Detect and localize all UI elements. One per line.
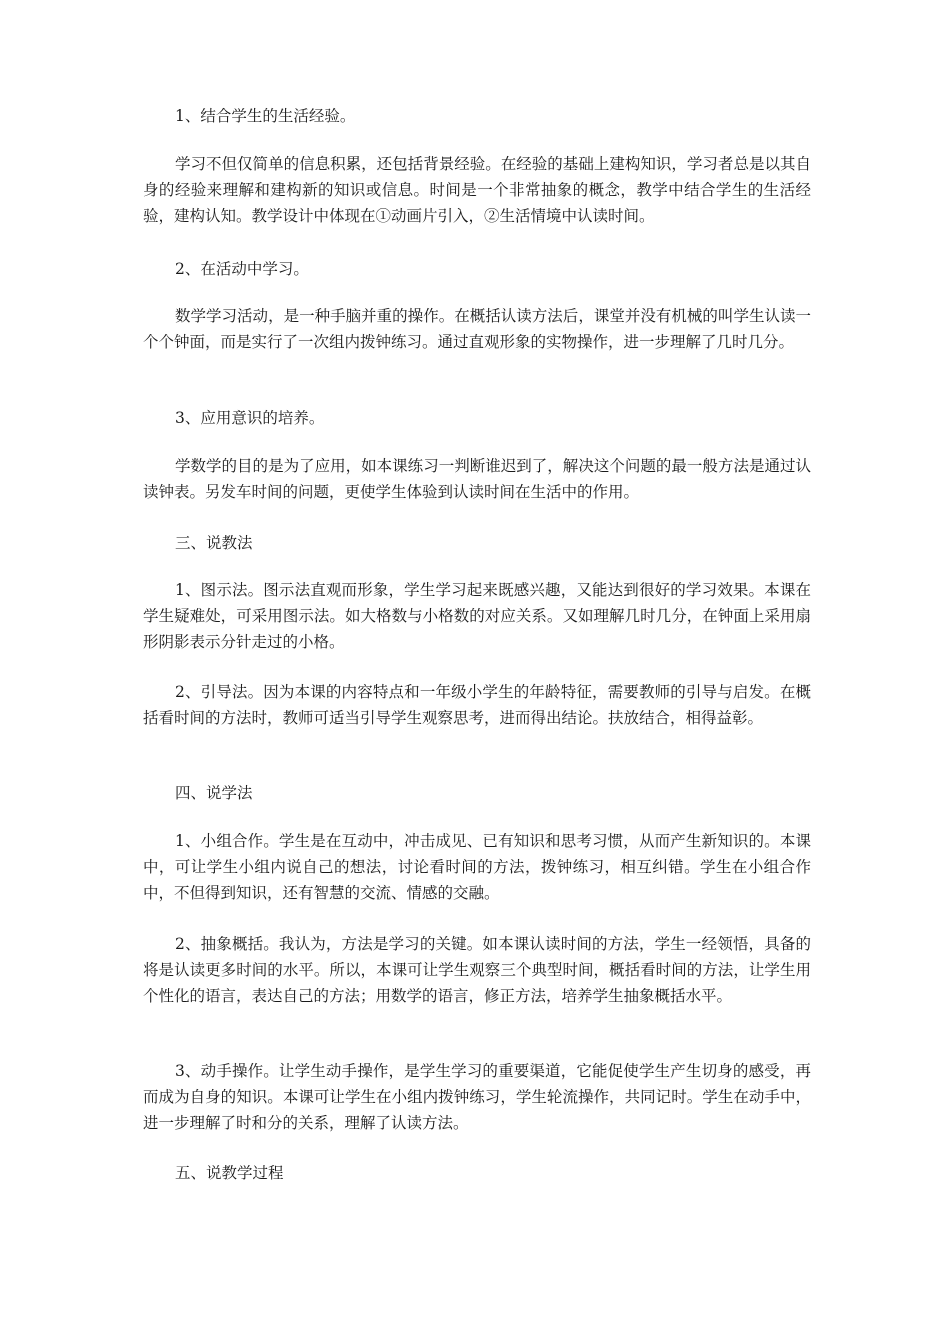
paragraph-diagram-method: 1、图示法。图示法直观而形象，学生学习起来既感兴趣，又能达到很好的学习效果。本课在学生疑难处，可采用图示法。如大格数与小格数的对应关系。又如理解几时几分，在钟面上采用扇形阴影表示分针走过的小格。 [143,581,811,651]
subheading-application-awareness: 3、应用意识的培养。 [175,409,325,427]
paragraph-activity-learning: 数学学习活动，是一种手脑并重的操作。在概括认读方法后，课堂并没有机械的叫学生认读一个个钟面，而是实行了一次组内拨钟练习。通过直观形象的实物操作，进一步理解了几时几分。 [143,307,811,351]
paragraph-life-experience: 学习不但仅简单的信息积累，还包括背景经验。在经验的基础上建构知识，学习者总是以其自身的经验来理解和建构新的知识或信息。时间是一个非常抽象的概念，教学中结合学生的生活经验，建构认知。教学设计中体现在①动画片引入，②生活情境中认读时间。 [143,155,811,225]
subheading-activity-learning: 2、在活动中学习。 [175,260,309,278]
section-heading-teaching-methods: 三、说教法 [175,534,253,552]
section-heading-learning-methods: 四、说学法 [175,784,253,802]
paragraph-group-cooperation: 1、小组合作。学生是在互动中，冲击成见、已有知识和思考习惯，从而产生新知识的。本课中，可让学生小组内说自己的想法，讨论看时间的方法，拨钟练习，相互纠错。学生在小组合作中，不但得到知识，还有智慧的交流、情感的交融。 [143,832,811,902]
subheading-life-experience: 1、结合学生的生活经验。 [175,107,356,125]
paragraph-hands-on-operation: 3、动手操作。让学生动手操作，是学生学习的重要渠道，它能促使学生产生切身的感受，再而成为自身的知识。本课可让学生在小组内拨钟练习，学生轮流操作，共同记时。学生在动手中，进一步理解了时和分的关系，理解了认读方法。 [143,1062,811,1132]
section-heading-teaching-process: 五、说教学过程 [175,1164,284,1182]
paragraph-abstract-generalization: 2、抽象概括。我认为，方法是学习的关键。如本课认读时间的方法，学生一经领悟，具备的将是认读更多时间的水平。所以，本课可让学生观察三个典型时间，概括看时间的方法，让学生用个性化的语言，表达自己的方法；用数学的语言，修正方法，培养学生抽象概括水平。 [143,935,811,1005]
paragraph-application-awareness: 学数学的目的是为了应用，如本课练习一判断谁迟到了，解决这个问题的最一般方法是通过认读钟表。另发车时间的问题，更使学生体验到认读时间在生活中的作用。 [143,457,811,501]
paragraph-guidance-method: 2、引导法。因为本课的内容特点和一年级小学生的年龄特征，需要教师的引导与启发。在概括看时间的方法时，教师可适当引导学生观察思考，进而得出结论。扶放结合，相得益彰。 [143,683,811,727]
